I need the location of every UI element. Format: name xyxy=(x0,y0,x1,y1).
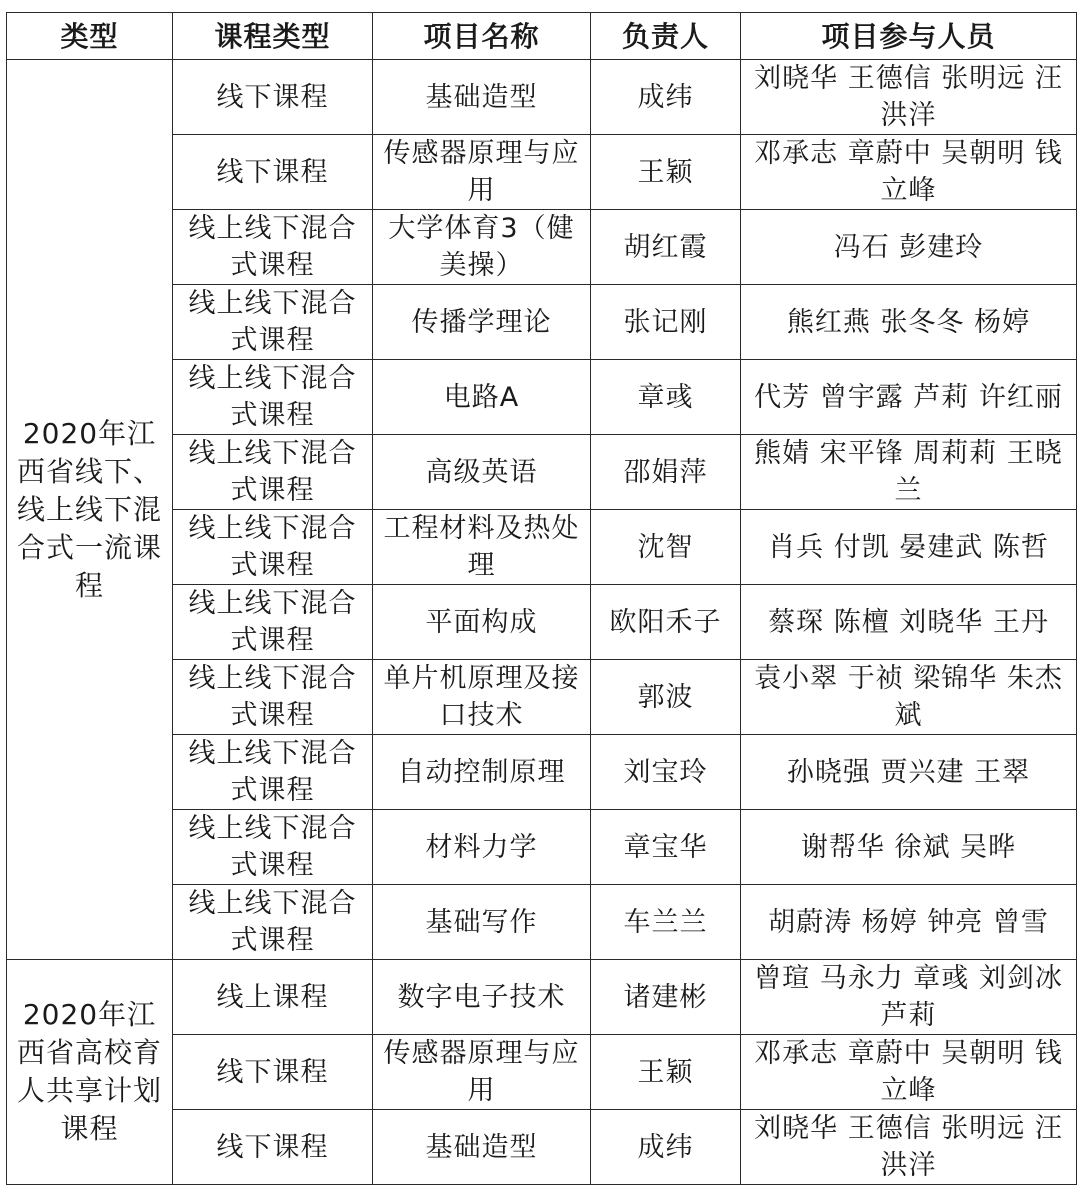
lead-cell: 邵娟萍 xyxy=(591,435,741,510)
lead-cell: 诸建彬 xyxy=(591,960,741,1035)
members-cell: 熊婧 宋平锋 周莉莉 王晓兰 xyxy=(741,435,1077,510)
course-type-cell: 线上线下混合式课程 xyxy=(173,660,373,735)
category-cell: 2020年江西省线下、线上线下混合式一流课程 xyxy=(7,60,173,960)
course-type-cell: 线上课程 xyxy=(173,960,373,1035)
members-cell: 袁小翠 于祯 梁锦华 朱杰斌 xyxy=(741,660,1077,735)
table-body xyxy=(7,60,1077,1185)
project-name-cell: 平面构成 xyxy=(373,585,591,660)
header-project-name: 项目名称 xyxy=(373,13,591,60)
course-type-cell: 线上线下混合式课程 xyxy=(173,810,373,885)
lead-cell: 郭波 xyxy=(591,660,741,735)
course-type-cell: 线下课程 xyxy=(173,1110,373,1185)
project-name-cell: 基础造型 xyxy=(373,1110,591,1185)
project-name-cell: 基础写作 xyxy=(373,885,591,960)
header-members: 项目参与人员 xyxy=(741,13,1077,60)
project-name-cell: 工程材料及热处理 xyxy=(373,510,591,585)
members-cell: 冯石 彭建玲 xyxy=(741,210,1077,285)
project-name-cell: 基础造型 xyxy=(373,60,591,135)
project-name-cell: 大学体育3（健美操） xyxy=(373,210,591,285)
lead-cell: 沈智 xyxy=(591,510,741,585)
header-row xyxy=(7,13,1077,60)
project-name-cell: 材料力学 xyxy=(373,810,591,885)
project-name-cell: 数字电子技术 xyxy=(373,960,591,1035)
course-type-cell: 线上线下混合式课程 xyxy=(173,360,373,435)
course-type-cell: 线上线下混合式课程 xyxy=(173,585,373,660)
project-name-cell: 高级英语 xyxy=(373,435,591,510)
lead-cell: 张记刚 xyxy=(591,285,741,360)
header-course-type: 课程类型 xyxy=(173,13,373,60)
lead-cell: 刘宝玲 xyxy=(591,735,741,810)
header-category: 类型 xyxy=(7,13,173,60)
project-name-cell: 传感器原理与应用 xyxy=(373,1035,591,1110)
project-name-cell: 传播学理论 xyxy=(373,285,591,360)
course-type-cell: 线下课程 xyxy=(173,60,373,135)
project-name-cell: 传感器原理与应用 xyxy=(373,135,591,210)
lead-cell: 王颖 xyxy=(591,1035,741,1110)
members-cell: 邓承志 章蔚中 吴朝明 钱立峰 xyxy=(741,135,1077,210)
project-name-cell: 单片机原理及接口技术 xyxy=(373,660,591,735)
lead-cell: 成纬 xyxy=(591,60,741,135)
members-cell: 刘晓华 王德信 张明远 汪洪洋 xyxy=(741,60,1077,135)
course-type-cell: 线下课程 xyxy=(173,135,373,210)
members-cell: 邓承志 章蔚中 吴朝明 钱立峰 xyxy=(741,1035,1077,1110)
members-cell: 代芳 曾宇露 芦莉 许红丽 xyxy=(741,360,1077,435)
table-row xyxy=(7,60,1077,135)
lead-cell: 章彧 xyxy=(591,360,741,435)
lead-cell: 章宝华 xyxy=(591,810,741,885)
course-table xyxy=(6,12,1077,1185)
members-cell: 曾瑄 马永力 章彧 刘剑冰 芦莉 xyxy=(741,960,1077,1035)
project-name-cell: 电路A xyxy=(373,360,591,435)
lead-cell: 车兰兰 xyxy=(591,885,741,960)
lead-cell: 王颖 xyxy=(591,135,741,210)
course-type-cell: 线上线下混合式课程 xyxy=(173,735,373,810)
project-name-cell: 自动控制原理 xyxy=(373,735,591,810)
course-type-cell: 线上线下混合式课程 xyxy=(173,510,373,585)
category-cell: 2020年江西省高校育人共享计划课程 xyxy=(7,960,173,1185)
members-cell: 刘晓华 王德信 张明远 汪洪洋 xyxy=(741,1110,1077,1185)
course-type-cell: 线上线下混合式课程 xyxy=(173,210,373,285)
course-type-cell: 线下课程 xyxy=(173,1035,373,1110)
lead-cell: 成纬 xyxy=(591,1110,741,1185)
lead-cell: 胡红霞 xyxy=(591,210,741,285)
members-cell: 谢帮华 徐斌 吴晔 xyxy=(741,810,1077,885)
members-cell: 熊红燕 张冬冬 杨婷 xyxy=(741,285,1077,360)
members-cell: 胡蔚涛 杨婷 钟亮 曾雪 xyxy=(741,885,1077,960)
members-cell: 蔡琛 陈檀 刘晓华 王丹 xyxy=(741,585,1077,660)
lead-cell: 欧阳禾子 xyxy=(591,585,741,660)
course-type-cell: 线上线下混合式课程 xyxy=(173,885,373,960)
members-cell: 孙晓强 贾兴建 王翠 xyxy=(741,735,1077,810)
table-row xyxy=(7,960,1077,1035)
course-type-cell: 线上线下混合式课程 xyxy=(173,285,373,360)
course-type-cell: 线上线下混合式课程 xyxy=(173,435,373,510)
members-cell: 肖兵 付凯 晏建武 陈哲 xyxy=(741,510,1077,585)
header-lead: 负责人 xyxy=(591,13,741,60)
